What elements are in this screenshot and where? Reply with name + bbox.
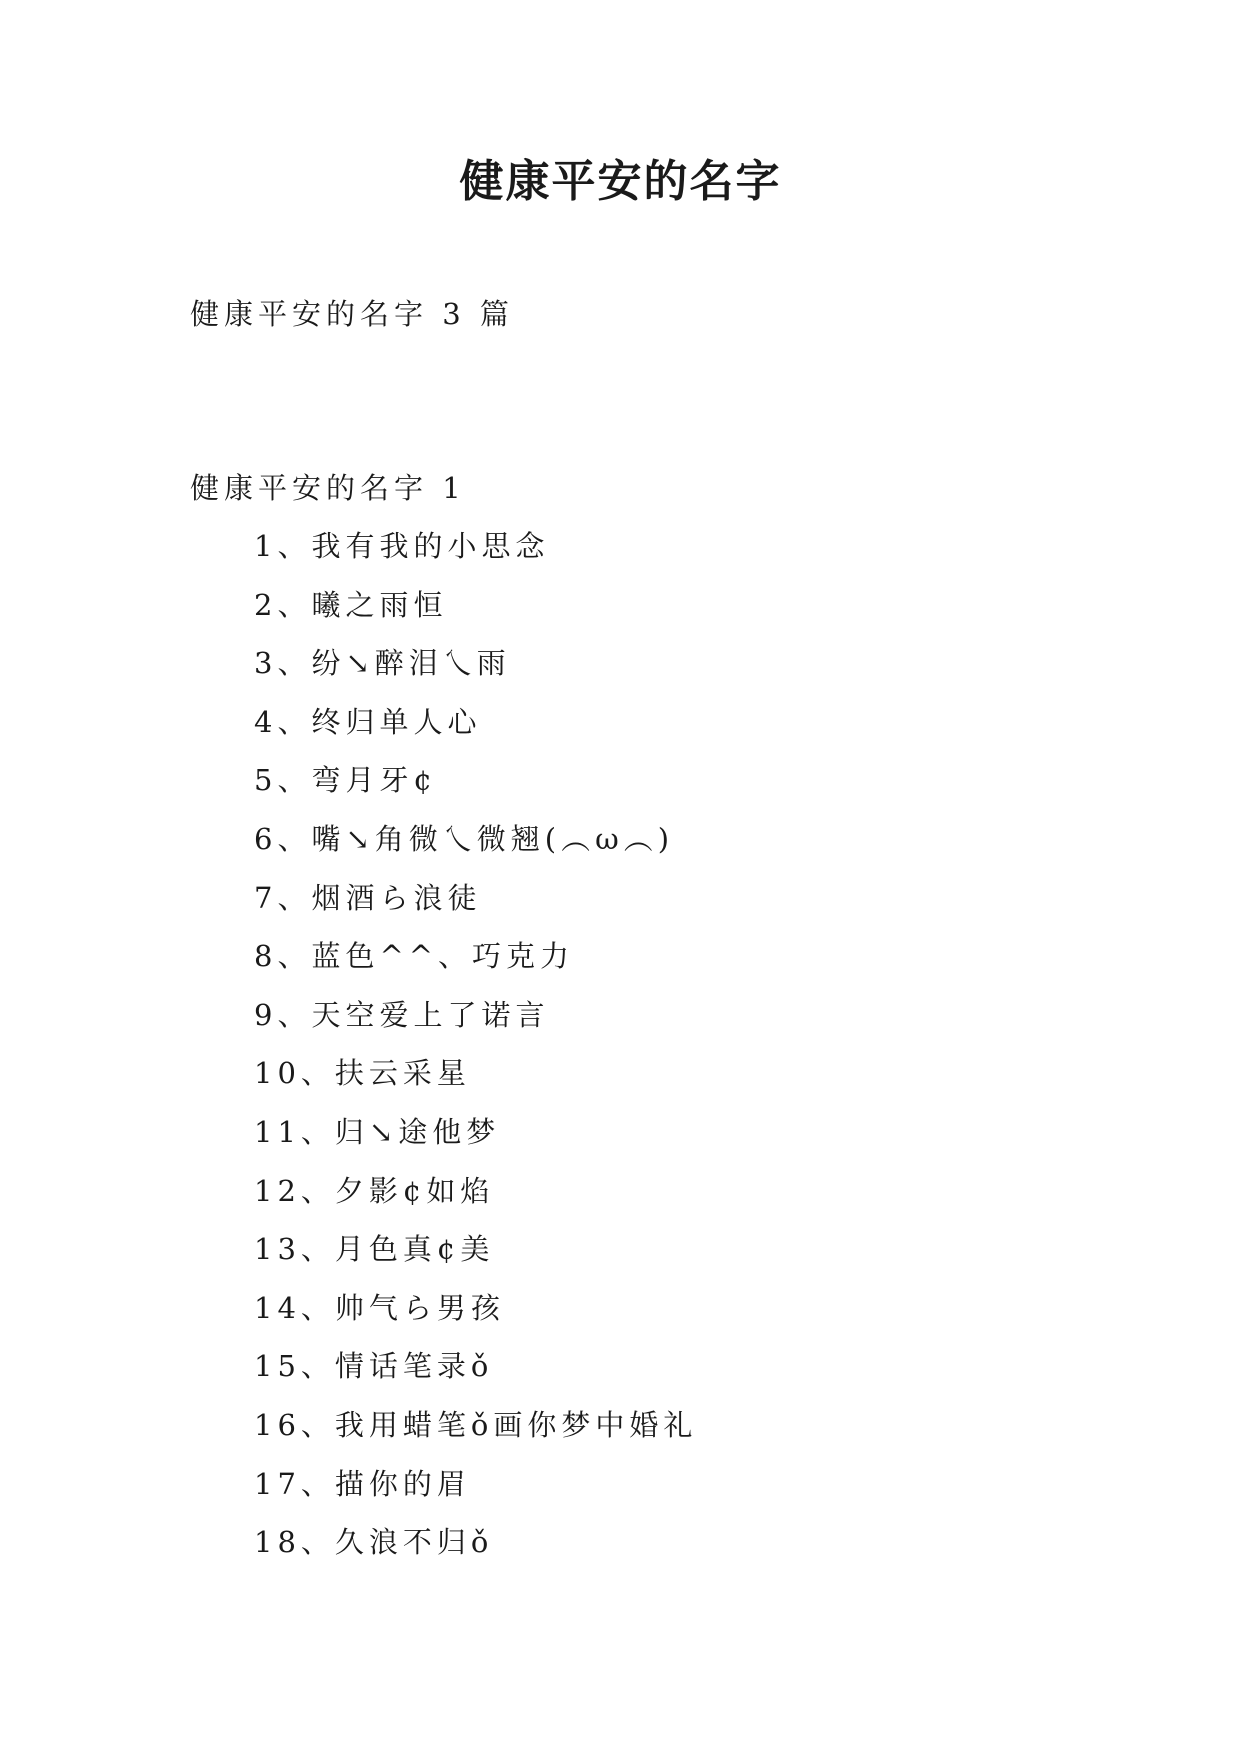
list-item: 17、描你的眉: [254, 1466, 471, 1501]
list-item: 8、蓝色^^、巧克力: [254, 939, 575, 974]
list-item: 4、终归单人心: [254, 704, 482, 739]
list-item: 7、烟酒ら浪徒: [254, 880, 482, 915]
list-item: 9、天空爱上了诺言: [254, 997, 550, 1032]
list-item: 14、帅气ら男孩: [254, 1290, 505, 1325]
section-heading: 健康平安的名字 1: [190, 471, 466, 505]
list-item: 3、纷↘醉泪乀雨: [254, 646, 511, 681]
list-item: 5、弯月牙¢: [254, 763, 437, 798]
list-item: 1、我有我的小思念: [254, 529, 550, 563]
list-item: 12、夕影¢如焰: [254, 1173, 495, 1208]
list-item: 2、曦之雨恒: [254, 587, 448, 622]
list-item: 18、久浪不归ǒ: [254, 1525, 494, 1560]
page-title: 健康平安的名字: [459, 156, 782, 207]
list-item: 10、扶云采星: [254, 1056, 471, 1091]
name-list: [254, 526, 697, 1581]
list-item: 13、月色真¢美: [254, 1232, 495, 1267]
list-item: 16、我用蜡笔ǒ画你梦中婚礼: [254, 1407, 698, 1442]
list-item: 6、嘴↘角微乀微翘(︵ω︵): [254, 821, 675, 856]
list-item: 15、情话笔录ǒ: [254, 1349, 494, 1384]
list-item: 11、归↘途他梦: [254, 1114, 501, 1149]
document-subtitle: 健康平安的名字 3 篇: [190, 297, 514, 331]
